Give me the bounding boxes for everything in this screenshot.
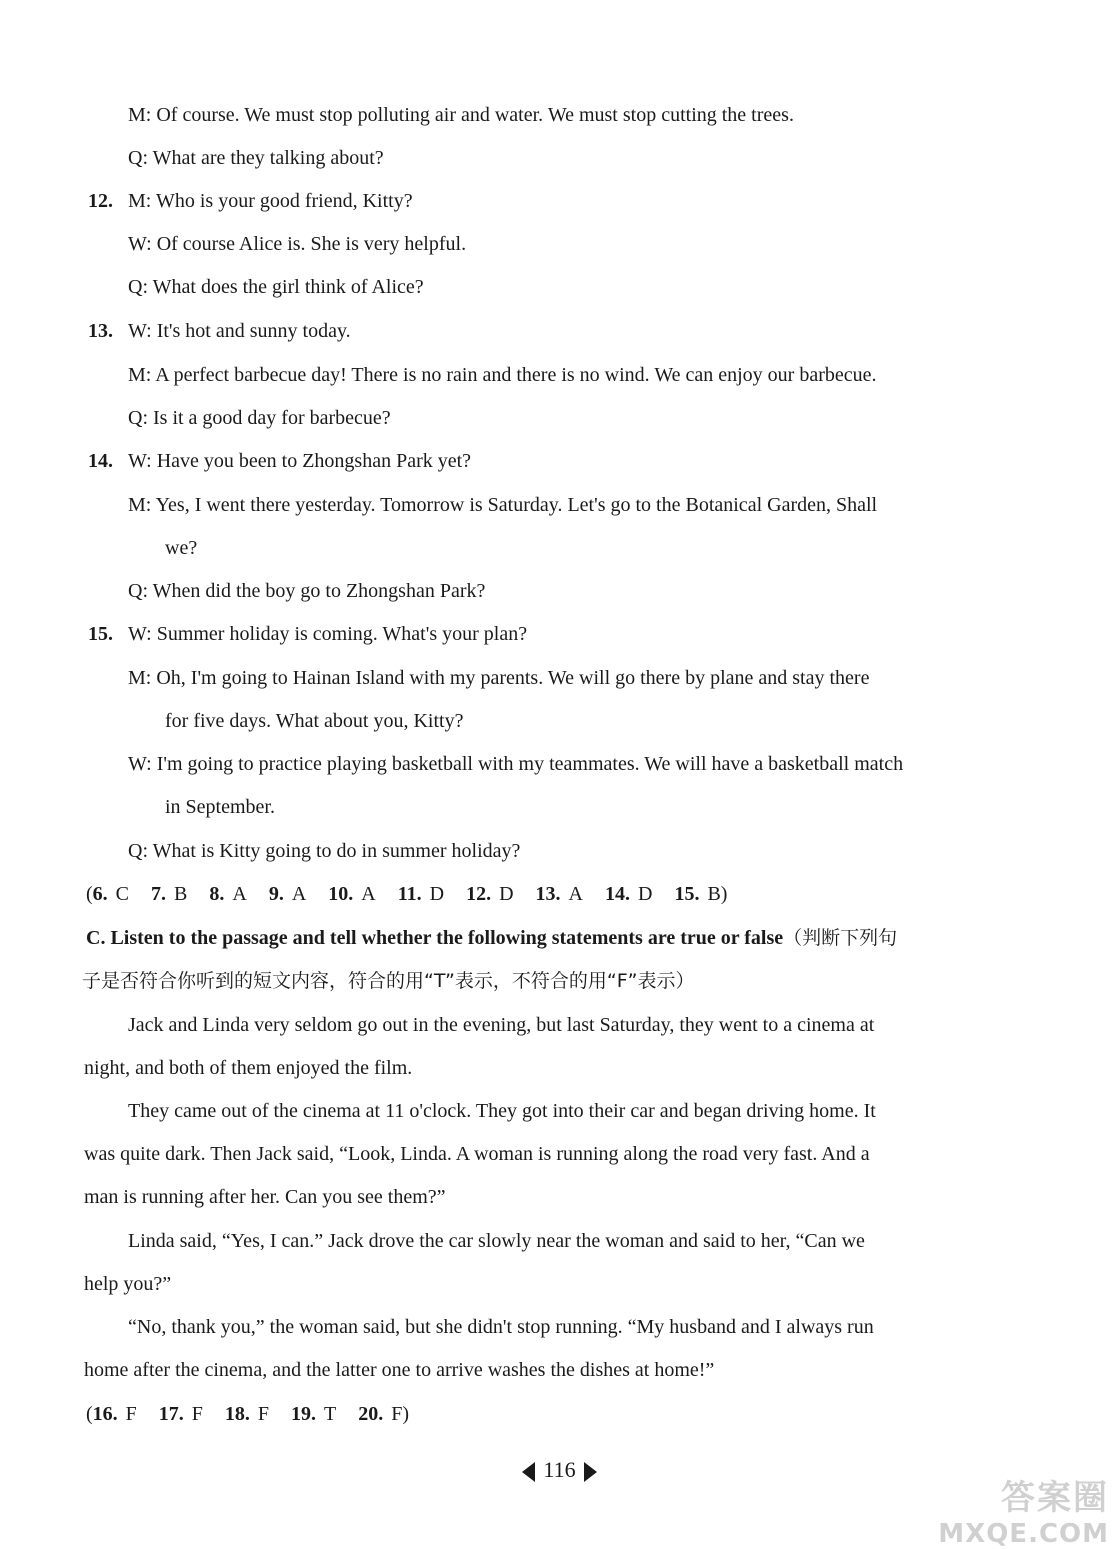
dialogue-line: we? xyxy=(165,537,198,559)
item-number: 12. xyxy=(88,190,113,212)
dialogue-line: M: Yes, I went there yesterday. Tomorrow is Saturday. Let's go to the Botanical Garden, Shall xyxy=(128,494,878,516)
answer-letter: A xyxy=(232,883,247,905)
section-heading-cn: （判断下列句 xyxy=(783,927,898,949)
answer-item xyxy=(269,883,306,905)
passage-line: home after the cinema, and the latter one to arrive washes the dishes at home!” xyxy=(84,1359,715,1381)
answer-number: 6. xyxy=(92,883,108,905)
dialogue-question: Q: Is it a good day for barbecue? xyxy=(128,407,391,429)
passage-line: “No, thank you,” the woman said, but she didn't stop running. “My husband and I always run xyxy=(128,1316,874,1338)
answer-item xyxy=(605,883,652,905)
passage-line: Jack and Linda very seldom go out in the evening, but last Saturday, they went to a cinema at xyxy=(128,1014,875,1036)
triangle-right-icon xyxy=(584,1462,597,1482)
dialogue-line: for five days. What about you, Kitty? xyxy=(165,710,464,732)
answer-item xyxy=(209,883,246,905)
answer-letter: D xyxy=(637,883,653,905)
page-number: 116 xyxy=(543,1457,576,1482)
section-heading xyxy=(86,925,897,951)
answer-letter: A xyxy=(361,883,376,905)
answer-number: 16. xyxy=(92,1403,118,1425)
answer-item xyxy=(225,1403,269,1425)
section-heading-cn-cont: 子是否符合你听到的短文内容，符合的用“T”表示，不符合的用“F”表示） xyxy=(82,970,695,992)
answer-number: 17. xyxy=(158,1403,184,1425)
item-number: 13. xyxy=(88,320,113,342)
answer-letter: F xyxy=(191,1403,203,1425)
dialogue-question: Q: What are they talking about? xyxy=(128,147,384,169)
answer-number: 8. xyxy=(209,883,225,905)
answer-number: 7. xyxy=(151,883,167,905)
answer-item xyxy=(291,1403,336,1425)
answer-item xyxy=(674,883,720,905)
answer-letter: F xyxy=(257,1403,270,1425)
answer-key-2: (16. F 17. F 18. F 19. T 20. F) xyxy=(86,1403,410,1425)
item-number: 15. xyxy=(88,623,113,645)
dialogue-line: W: Of course Alice is. She is very helpful. xyxy=(128,233,467,255)
answer-item xyxy=(93,883,129,905)
answer-letter: B xyxy=(174,883,188,905)
answer-number: 15. xyxy=(674,883,700,905)
answer-item xyxy=(398,883,444,905)
dialogue-line: W: Have you been to Zhongshan Park yet? xyxy=(128,450,472,472)
triangle-left-icon xyxy=(522,1462,535,1482)
answer-letter: D xyxy=(499,883,514,905)
answer-item xyxy=(358,1403,402,1425)
answer-letter: F xyxy=(125,1403,137,1425)
dialogue-line: W: Summer holiday is coming. What's your plan? xyxy=(128,623,528,645)
answer-item xyxy=(159,1403,203,1425)
answer-number: 12. xyxy=(466,883,492,905)
item-number: 14. xyxy=(88,450,113,472)
answer-letter: T xyxy=(324,1403,337,1425)
answer-letter: F xyxy=(391,1403,403,1425)
dialogue-line: M: A perfect barbecue day! There is no rain and there is no wind. We can enjoy our barbecue. xyxy=(128,364,877,386)
passage-line: Linda said, “Yes, I can.” Jack drove the car slowly near the woman and said to her, “Can we xyxy=(128,1230,865,1252)
dialogue-line: M: Oh, I'm going to Hainan Island with my parents. We will go there by plane and stay there xyxy=(128,667,870,689)
passage-line: night, and both of them enjoyed the film. xyxy=(84,1057,413,1079)
answer-number: 13. xyxy=(535,883,561,905)
answer-number: 10. xyxy=(328,883,354,905)
dialogue-line: W: It's hot and sunny today. xyxy=(128,320,351,342)
answer-item xyxy=(466,883,513,905)
dialogue-line: in September. xyxy=(165,796,275,818)
dialogue-question: Q: When did the boy go to Zhongshan Park? xyxy=(128,580,486,602)
answer-number: 18. xyxy=(224,1403,250,1425)
answer-letter: B xyxy=(707,883,721,905)
answer-number: 14. xyxy=(604,883,630,905)
dialogue-question: Q: What is Kitty going to do in summer holiday? xyxy=(128,840,521,862)
watermark-url: MXQE.COM xyxy=(938,1519,1109,1549)
answer-number: 19. xyxy=(291,1403,317,1425)
passage-line: man is running after her. Can you see them?” xyxy=(84,1186,446,1208)
answer-item xyxy=(151,883,187,905)
watermark xyxy=(938,1470,1109,1549)
answer-item xyxy=(536,883,583,905)
answer-letter: A xyxy=(568,883,583,905)
answer-number: 9. xyxy=(268,883,284,905)
passage-line: help you?” xyxy=(84,1273,172,1295)
dialogue-line: M: Of course. We must stop polluting air and water. We must stop cutting the trees. xyxy=(128,104,794,126)
watermark-logo-text: 答案圈 xyxy=(1001,1478,1109,1518)
answer-letter: C xyxy=(115,883,130,905)
answer-number: 11. xyxy=(397,883,422,905)
answer-letter: D xyxy=(429,883,445,905)
passage-line: was quite dark. Then Jack said, “Look, Linda. A woman is running along the road very fast. And a xyxy=(84,1143,870,1165)
dialogue-line: W: I'm going to practice playing basketball with my teammates. We will have a basketball match xyxy=(128,753,904,775)
answer-key-1: (6. C 7. B 8. A 9. A 10. A 11. D 12. D 13. A 14. D 15. B) xyxy=(86,883,728,905)
dialogue-line: M: Who is your good friend, Kitty? xyxy=(128,190,413,212)
passage-line: They came out of the cinema at 11 o'clock. They got into their car and began driving home. It xyxy=(128,1100,876,1122)
answer-letter: A xyxy=(291,883,307,905)
answer-number: 20. xyxy=(358,1403,384,1425)
answer-item xyxy=(328,883,375,905)
answer-item xyxy=(93,1403,137,1425)
dialogue-question: Q: What does the girl think of Alice? xyxy=(128,276,424,298)
section-heading-en: C. Listen to the passage and tell whether the following statements are true or false xyxy=(86,927,784,949)
